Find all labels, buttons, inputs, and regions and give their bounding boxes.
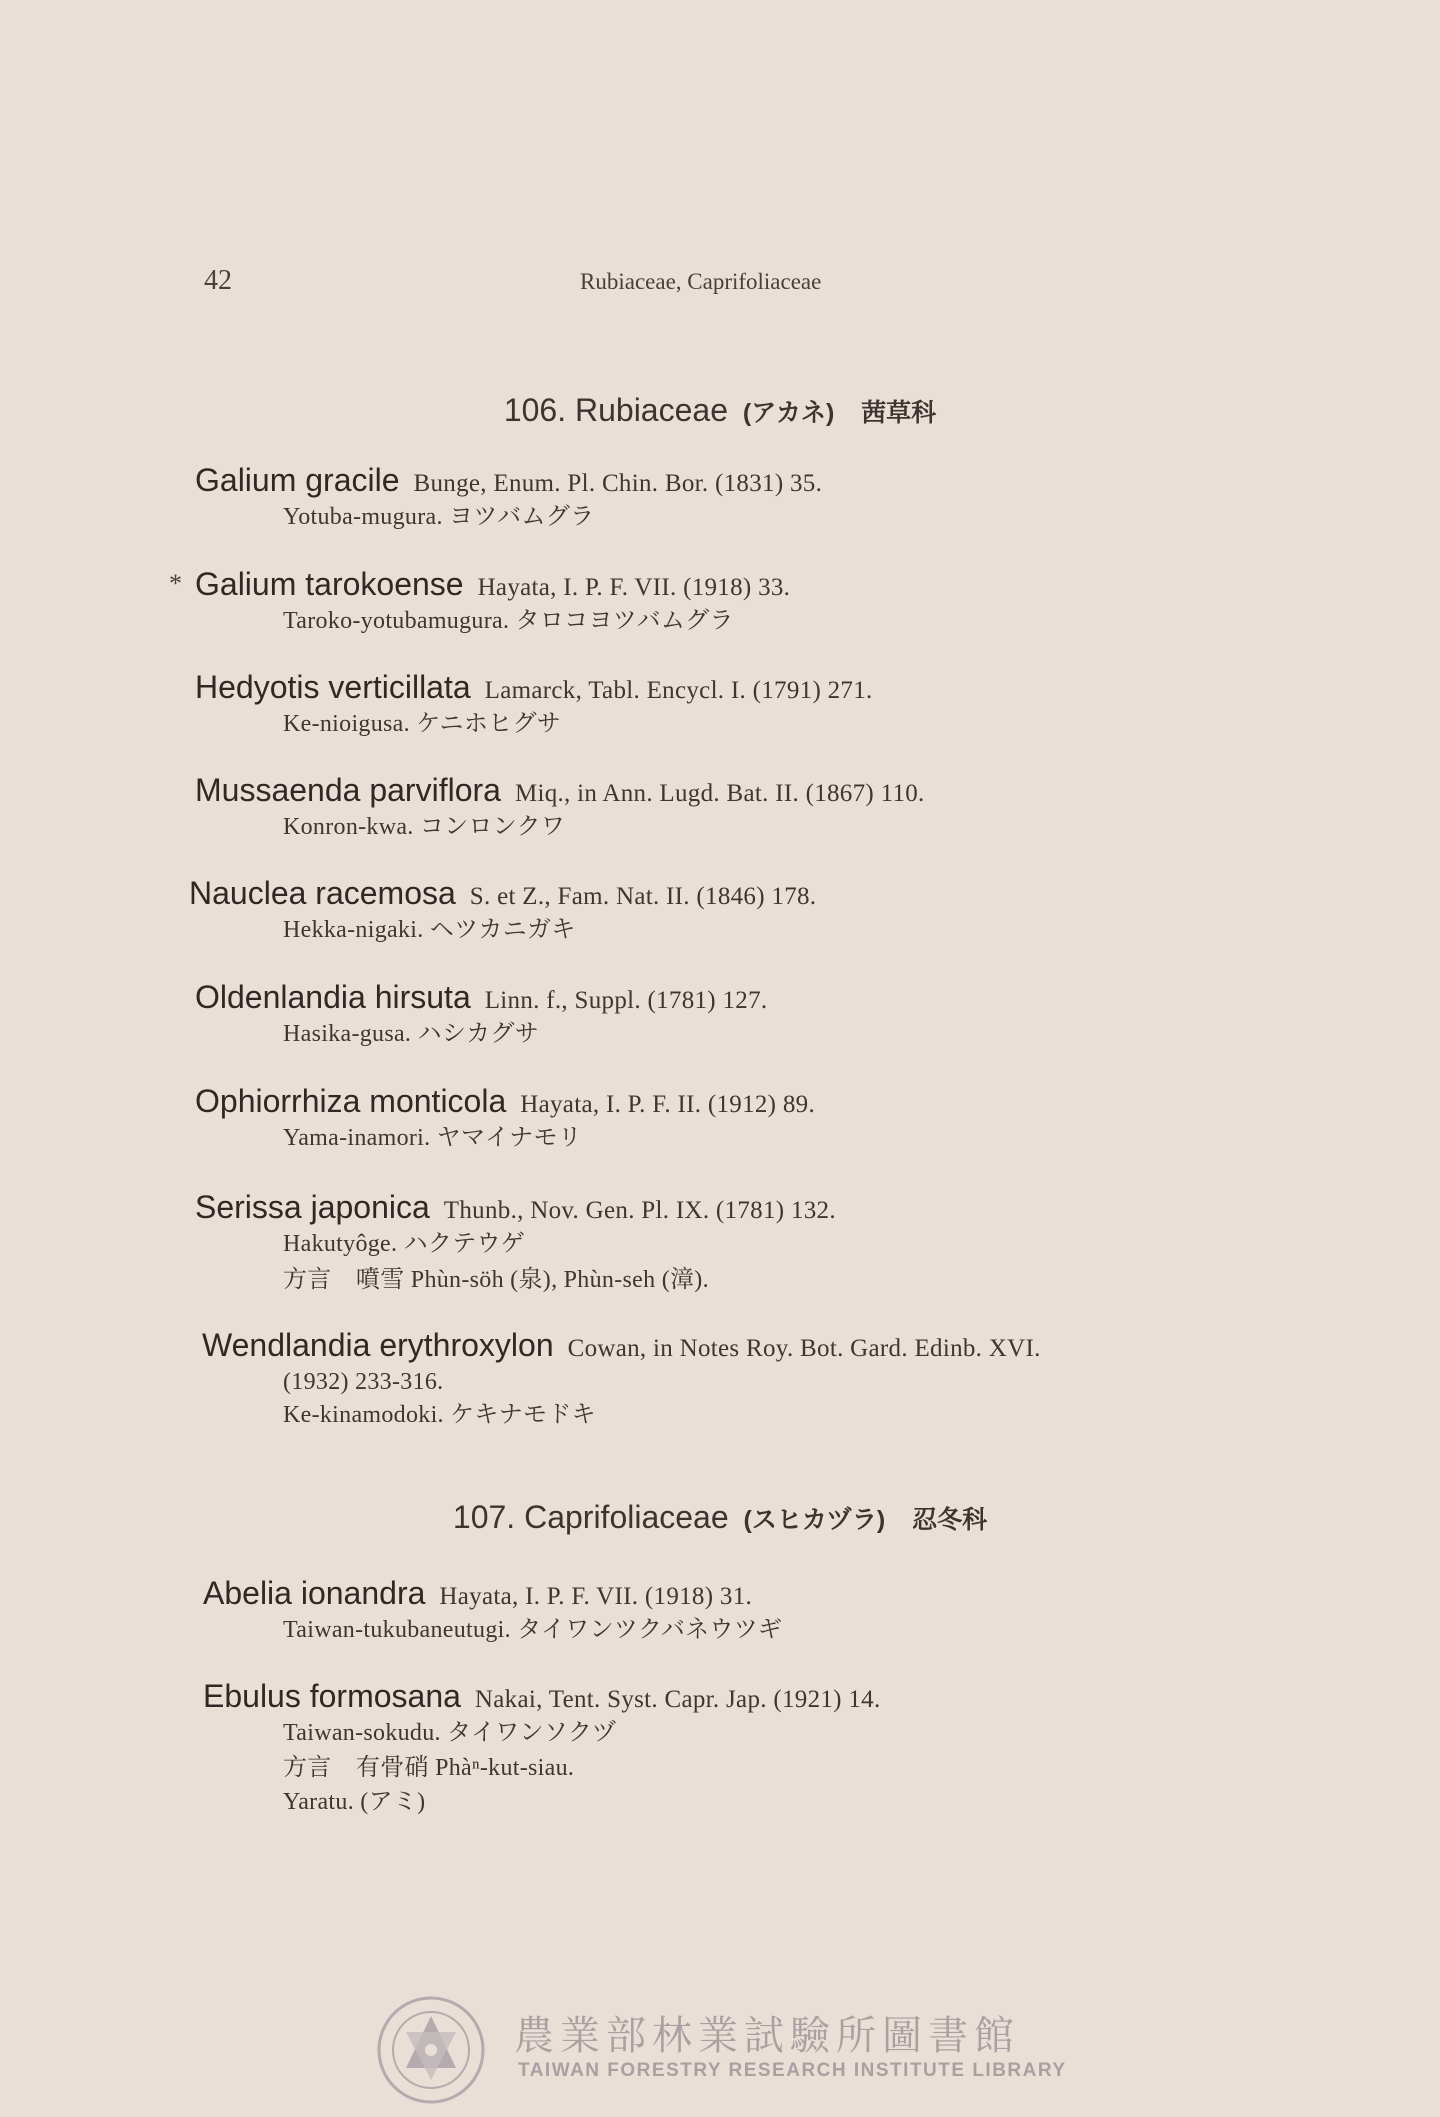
- family-name: Caprifoliaceae: [524, 1499, 729, 1535]
- aboriginal-name: Yaratu. (アミ): [283, 1789, 426, 1815]
- vernacular-name: Ke-kinamodoki. ケキナモドキ: [283, 1402, 596, 1428]
- family-kanji: 忍冬科: [912, 1506, 988, 1534]
- species-entry: [202, 1324, 1282, 1432]
- species-citation: Hayata, I. P. F. VII. (1918) 31.: [439, 1583, 753, 1610]
- species-name: Galium tarokoense: [195, 566, 464, 602]
- species-citation: S. et Z., Fam. Nat. II. (1846) 178.: [469, 883, 817, 910]
- family-kana: (アカネ): [742, 399, 835, 427]
- species-name: Serissa japonica: [195, 1189, 430, 1225]
- library-name-chinese: 農業部林業試驗所圖書館: [514, 2013, 1020, 2059]
- species-name: Abelia ionandra: [203, 1575, 426, 1611]
- species-name: Mussaenda parviflora: [195, 772, 501, 808]
- vernacular-name: Taiwan-sokudu. タイワンソクヅ: [283, 1720, 617, 1746]
- species-name: Nauclea racemosa: [189, 875, 456, 911]
- species-entry: [195, 976, 1275, 1051]
- vernacular-name: Yama-inamori. ヤマイナモリ: [283, 1125, 583, 1151]
- page-number: 42: [204, 265, 232, 296]
- vernacular-name: Konron-kwa. コンロンクワ: [283, 814, 566, 840]
- species-entry: [195, 1186, 1275, 1299]
- species-name: Hedyotis verticillata: [195, 669, 471, 705]
- library-watermark: [372, 1994, 1072, 2106]
- species-name: Wendlandia erythroxylon: [202, 1327, 554, 1363]
- species-entry: [195, 666, 1275, 741]
- species-entry: [169, 563, 1275, 638]
- dialect-name: 方言 噴雪 Phùn-söh (泉), Phùn-seh (漳).: [283, 1267, 709, 1293]
- species-entry: [189, 872, 1269, 947]
- species-citation: Hayata, I. P. F. II. (1912) 89.: [520, 1091, 815, 1118]
- species-citation: Miq., in Ann. Lugd. Bat. II. (1867) 110.: [514, 780, 925, 807]
- species-name: Ophiorrhiza monticola: [195, 1083, 507, 1119]
- species-name: Ebulus formosana: [203, 1678, 461, 1714]
- vernacular-name: Ke-nioigusa. ケニホヒグサ: [283, 711, 562, 737]
- family-heading-rubiaceae: [0, 392, 1440, 429]
- dialect-name: 方言 有骨硝 Phàⁿ-kut-siau.: [283, 1755, 575, 1781]
- species-citation: Hayata, I. P. F. VII. (1918) 33.: [477, 574, 791, 601]
- species-citation: Nakai, Tent. Syst. Capr. Jap. (1921) 14.: [474, 1686, 881, 1713]
- species-entry: [195, 1080, 1275, 1155]
- family-number: 106.: [503, 392, 567, 428]
- family-kana: (スヒカヅラ): [743, 1506, 886, 1534]
- species-citation: Thunb., Nov. Gen. Pl. IX. (1781) 132.: [443, 1197, 836, 1224]
- family-heading-caprifoliaceae: [0, 1499, 1440, 1536]
- vernacular-name: Hasika-gusa. ハシカグサ: [283, 1021, 540, 1047]
- species-entry: [203, 1572, 1283, 1647]
- species-citation: Cowan, in Notes Roy. Bot. Gard. Edinb. XVI.: [567, 1335, 1041, 1362]
- vernacular-name: Yotuba-mugura. ヨツバムグラ: [283, 504, 595, 530]
- vernacular-name: Taroko-yotubamugura. タロコヨツバムグラ: [283, 608, 734, 634]
- species-entry: [195, 459, 1275, 534]
- library-name-english: TAIWAN FORESTRY RESEARCH INSTITUTE LIBRARY: [518, 2060, 1067, 2081]
- vernacular-name: Hekka-nigaki. ヘツカニガキ: [283, 917, 576, 943]
- species-citation: Lamarck, Tabl. Encycl. I. (1791) 271.: [484, 677, 873, 704]
- family-name: Rubiaceae: [574, 392, 728, 428]
- species-citation: Linn. f., Suppl. (1781) 127.: [484, 987, 768, 1014]
- species-entry: [203, 1675, 1283, 1819]
- citation-continued: (1932) 233-316.: [283, 1369, 444, 1395]
- vernacular-name: Taiwan-tukubaneutugi. タイワンツクバネウツギ: [283, 1617, 783, 1643]
- species-name: Galium gracile: [195, 462, 400, 498]
- family-number: 107.: [452, 1499, 516, 1535]
- library-seal-icon: [372, 1994, 490, 2106]
- vernacular-name: Hakutyôge. ハクテウゲ: [283, 1231, 526, 1257]
- entry-marker: *: [169, 569, 182, 598]
- species-name: Oldenlandia hirsuta: [195, 979, 471, 1015]
- family-kanji: 茜草科: [861, 399, 937, 427]
- species-citation: Bunge, Enum. Pl. Chin. Bor. (1831) 35.: [413, 470, 823, 497]
- running-title: Rubiaceae, Caprifoliaceae: [580, 269, 822, 294]
- running-head: [204, 265, 1254, 305]
- species-entry: [195, 769, 1275, 844]
